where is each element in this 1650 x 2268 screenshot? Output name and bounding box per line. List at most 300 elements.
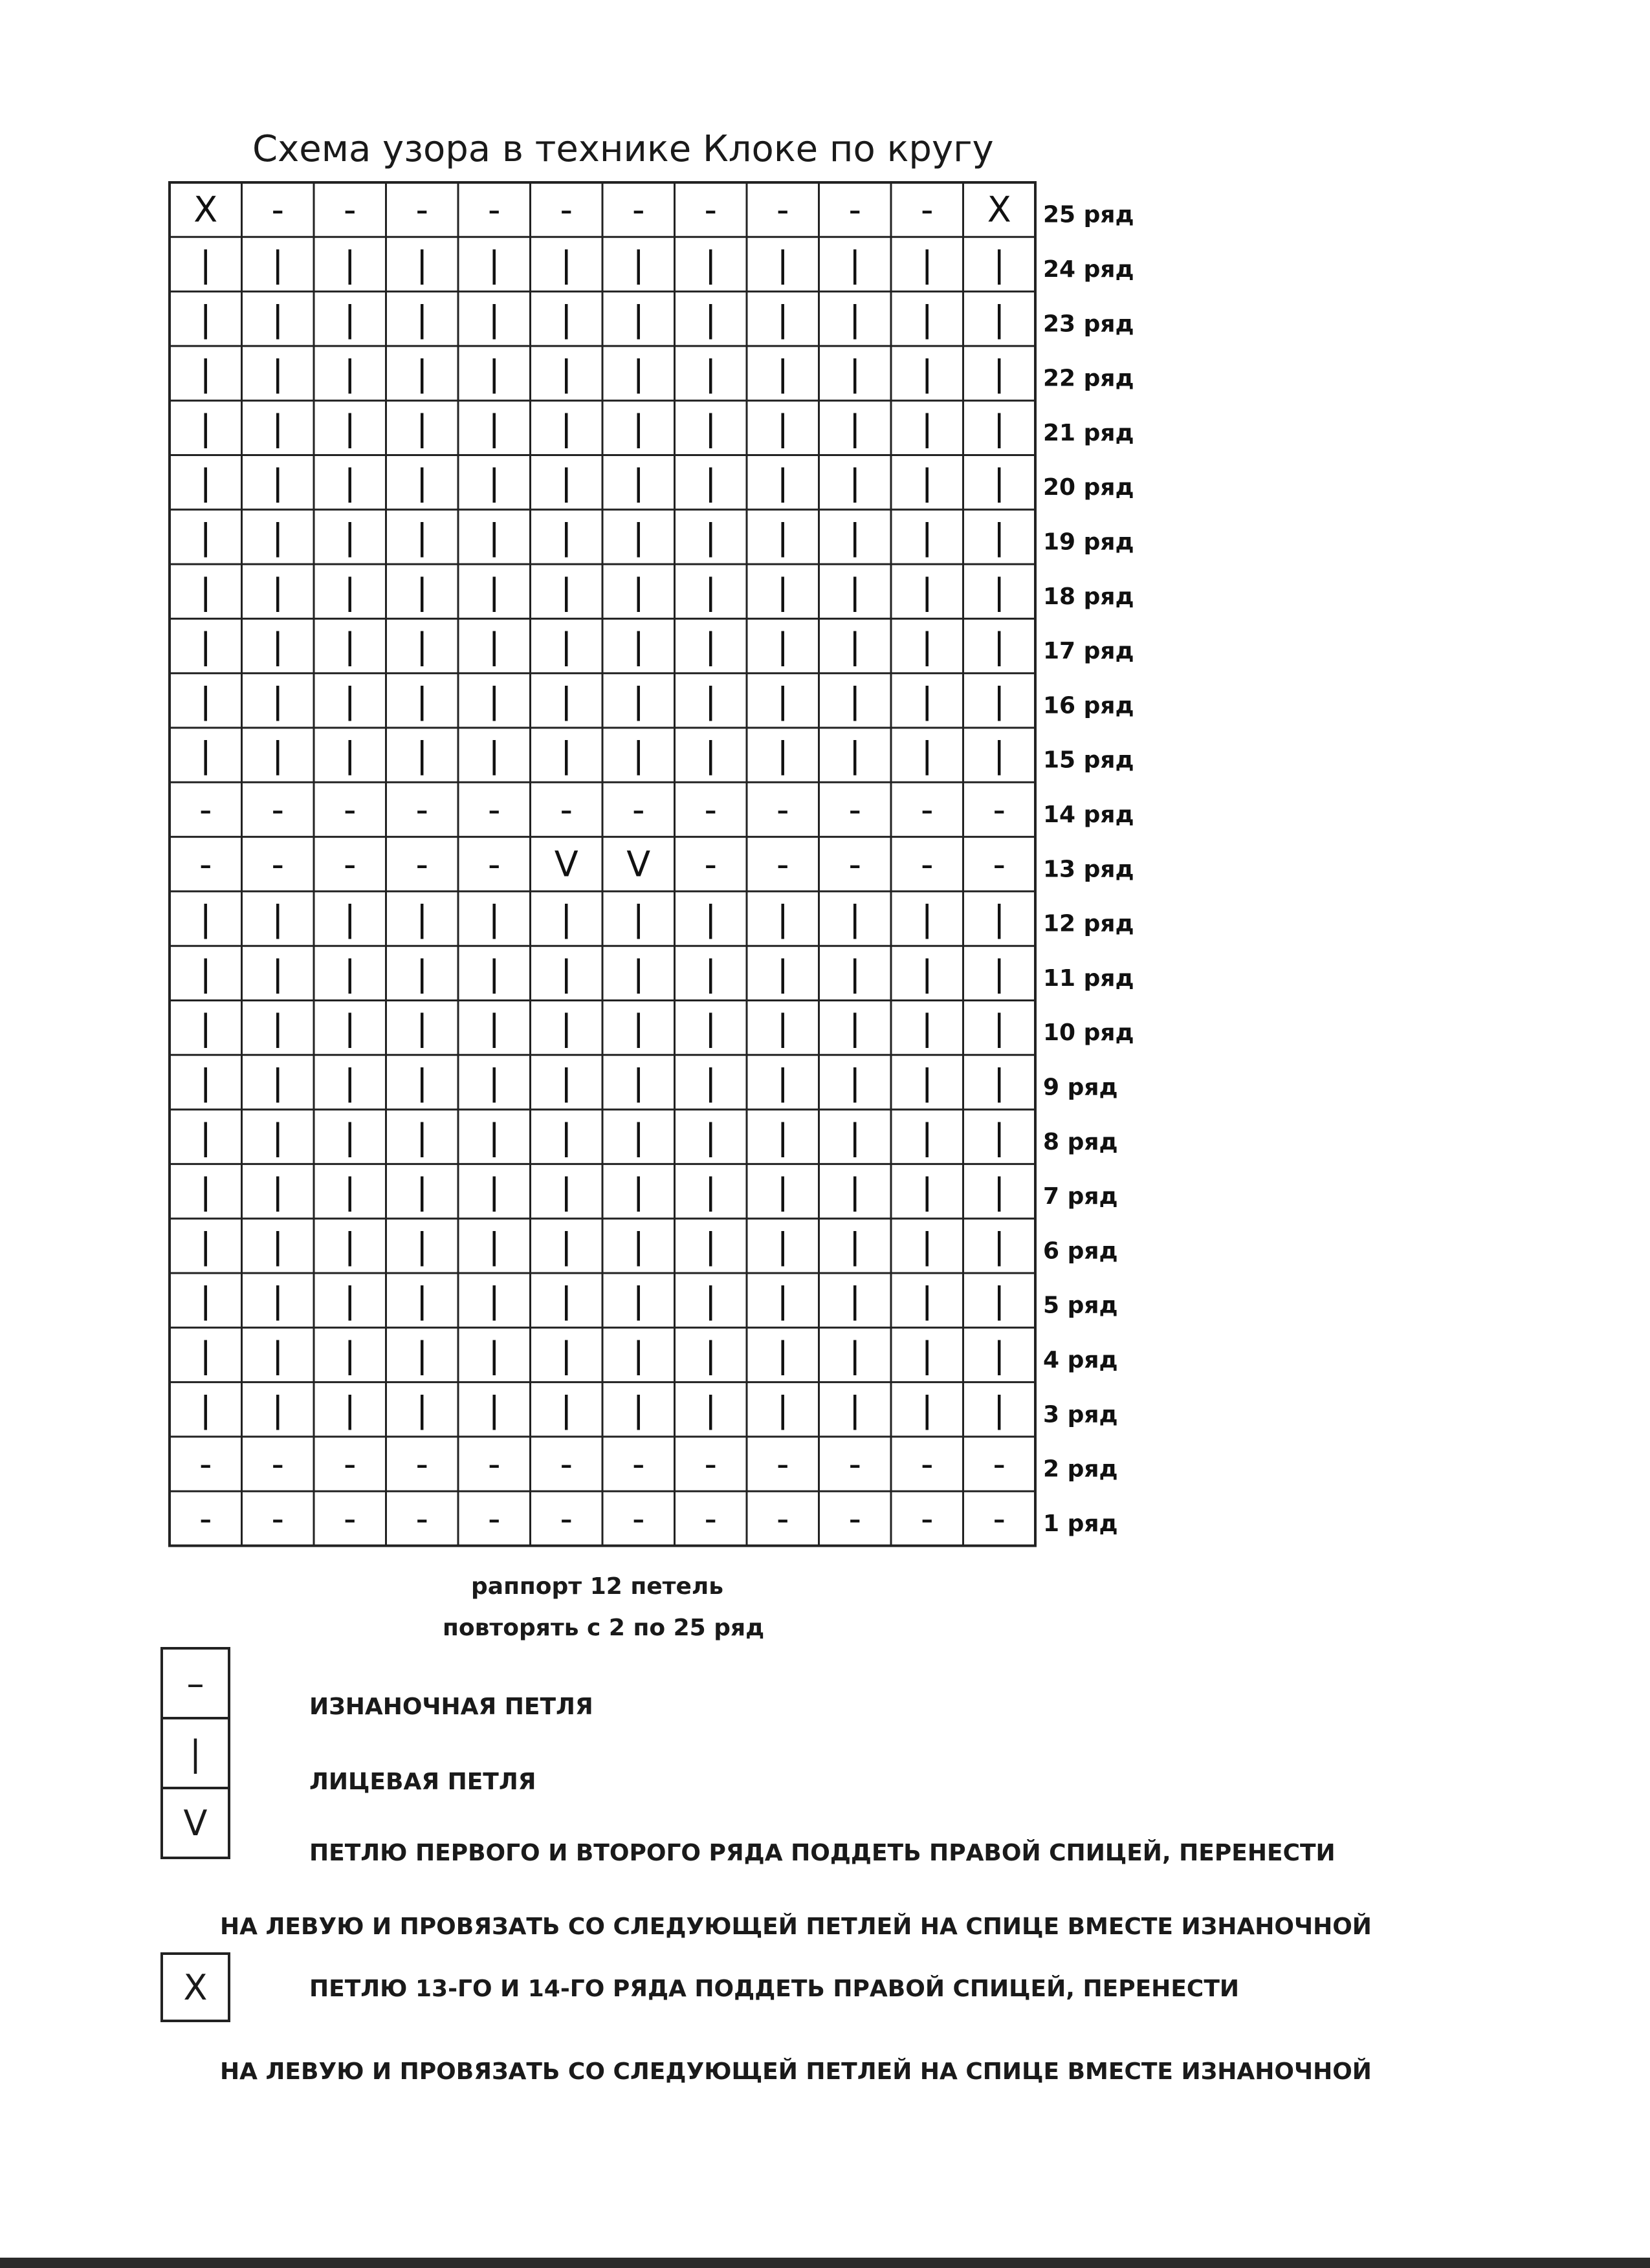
row-label: 14 ряд (1043, 801, 1134, 828)
chart-cell-symbol: | (849, 1007, 861, 1049)
chart-cell-symbol: - (848, 789, 861, 830)
chart-cell-symbol: | (849, 1389, 861, 1430)
chart-cell-symbol: | (416, 516, 428, 558)
chart-cell-symbol: | (993, 680, 1006, 721)
chart-cell-symbol: - (848, 1443, 861, 1485)
chart-cell-symbol: - (776, 1498, 789, 1539)
chart-cell-symbol: | (776, 1062, 789, 1103)
chart-cell-symbol: | (416, 680, 428, 721)
chart-cell-symbol: | (199, 626, 212, 667)
legend-x-text-line1: ПЕТЛЮ 13-ГО И 14-ГО РЯДА ПОДДЕТЬ ПРАВОЙ СПИЦЕЙ, ПЕРЕНЕСТИ (309, 1976, 1240, 2002)
chart-cell-symbol: | (416, 243, 428, 285)
chart-cell-symbol: | (488, 462, 500, 503)
chart-cell-symbol: | (849, 1280, 861, 1321)
chart-cell-symbol: | (705, 898, 717, 939)
chart-cell-symbol: | (705, 407, 717, 448)
chart-cell-symbol: | (560, 1116, 573, 1157)
chart-cell-symbol: | (993, 1389, 1006, 1430)
chart-cell-symbol: | (488, 571, 500, 612)
chart-cell-symbol: | (272, 571, 284, 612)
v-symbol-icon: V (183, 1802, 208, 1844)
chart-cell-symbol: - (488, 844, 501, 885)
legend-v-text-line2: НА ЛЕВУЮ И ПРОВЯЗАТЬ СО СЛЕДУЮЩЕЙ ПЕТЛЕЙ НА СПИЦЕ ВМЕСТЕ ИЗНАНОЧНОЙ (220, 1914, 1372, 1940)
chart-cell-symbol: | (849, 243, 861, 285)
chart-cell-symbol: | (632, 734, 644, 776)
legend-v-text-line1: ПЕТЛЮ ПЕРВОГО И ВТОРОГО РЯДА ПОДДЕТЬ ПРАВОЙ СПИЦЕЙ, ПЕРЕНЕСТИ (309, 1840, 1336, 1866)
chart-cell-symbol: | (272, 407, 284, 448)
chart-cell-symbol: | (560, 1280, 573, 1321)
chart-cell-symbol: | (921, 1171, 933, 1212)
chart-cell-symbol: | (993, 1225, 1006, 1267)
chart-cell-symbol: | (488, 516, 500, 558)
chart-cell-symbol: | (272, 1225, 284, 1267)
chart-cell-symbol: | (993, 1062, 1006, 1103)
chart-cell-symbol: - (199, 844, 212, 885)
row-label: 15 ряд (1043, 747, 1134, 774)
chart-cell-symbol: | (705, 952, 717, 994)
chart-cell-symbol: | (632, 1389, 644, 1430)
chart-cell-symbol: - (921, 1443, 934, 1485)
x-symbol-icon: X (183, 1967, 208, 2008)
row-label: 19 ряд (1043, 529, 1134, 556)
chart-cell-symbol: - (488, 1498, 501, 1539)
row-label: 24 ряд (1043, 256, 1134, 283)
chart-cell-symbol: - (921, 189, 934, 230)
chart-cell-symbol: - (488, 1443, 501, 1485)
chart-cell-symbol: | (921, 626, 933, 667)
chart-cell-symbol: | (344, 571, 356, 612)
chart-cell-symbol: | (416, 1280, 428, 1321)
chart-cell-symbol: | (776, 734, 789, 776)
chart-cell-symbol: - (704, 789, 717, 830)
chart-cell-symbol: | (199, 734, 212, 776)
row-label: 3 ряд (1043, 1401, 1118, 1428)
chart-cell-symbol: | (272, 626, 284, 667)
chart-cell-symbol: | (488, 298, 500, 340)
row-label: 2 ряд (1043, 1456, 1118, 1483)
legend-x-box (160, 1952, 230, 2022)
chart-cell-symbol: | (632, 298, 644, 340)
chart-cell-symbol: | (488, 734, 500, 776)
chart-cell-symbol: | (344, 898, 356, 939)
chart-cell-symbol: | (416, 952, 428, 994)
chart-cell-symbol: - (271, 1498, 284, 1539)
legend-purl-box (160, 1647, 230, 1719)
chart-cell-symbol: | (993, 1007, 1006, 1049)
chart-cell-symbol: - (560, 789, 573, 830)
chart-cell-symbol: | (849, 952, 861, 994)
row-label: 12 ряд (1043, 910, 1134, 937)
chart-cell-symbol: | (776, 407, 789, 448)
chart-cell-symbol: - (993, 1443, 1006, 1485)
chart-cell-symbol: | (199, 407, 212, 448)
chart-cell-symbol: | (993, 407, 1006, 448)
chart-cell-symbol: | (921, 1280, 933, 1321)
chart-cell-symbol: | (488, 1389, 500, 1430)
chart-cell-symbol: | (993, 1116, 1006, 1157)
chart-cell-symbol: - (415, 189, 428, 230)
chart-cell-symbol: | (272, 1280, 284, 1321)
chart-cell-symbol: | (416, 462, 428, 503)
chart-cell-symbol: | (993, 626, 1006, 667)
chart-cell-symbol: | (199, 243, 212, 285)
chart-cell-symbol: | (632, 571, 644, 612)
chart-cell-symbol: | (488, 1280, 500, 1321)
chart-cell-symbol: | (272, 952, 284, 994)
chart-cell-symbol: | (993, 1280, 1006, 1321)
chart-cell-symbol: | (488, 1334, 500, 1375)
chart-cell-symbol: | (272, 734, 284, 776)
chart-cell-symbol: - (632, 789, 645, 830)
chart-cell-symbol: | (849, 571, 861, 612)
chart-cell-symbol: | (344, 1116, 356, 1157)
chart-cell-symbol: | (632, 353, 644, 394)
chart-cell-symbol: | (921, 1062, 933, 1103)
chart-cell-symbol: | (416, 898, 428, 939)
chart-cell-symbol: | (560, 353, 573, 394)
chart-cell-symbol: | (488, 353, 500, 394)
chart-cell-symbol: | (632, 243, 644, 285)
chart-cell-symbol: | (849, 1334, 861, 1375)
chart-cell-symbol: | (560, 1171, 573, 1212)
chart-cell-symbol: - (560, 1498, 573, 1539)
chart-cell-symbol: | (199, 516, 212, 558)
chart-cell-symbol: | (272, 1171, 284, 1212)
chart-cell-symbol: | (560, 571, 573, 612)
chart-cell-symbol: | (705, 516, 717, 558)
row-label: 9 ряд (1043, 1074, 1118, 1101)
chart-cell-symbol: | (272, 516, 284, 558)
chart-cell-symbol: | (560, 1062, 573, 1103)
chart-cell-symbol: | (921, 298, 933, 340)
chart-cell-symbol: | (344, 407, 356, 448)
chart-cell-symbol: | (488, 680, 500, 721)
chart-cell-symbol: | (344, 1389, 356, 1430)
chart-cell-symbol: - (415, 1498, 428, 1539)
chart-cell-symbol: | (560, 734, 573, 776)
chart-cell-symbol: - (488, 189, 501, 230)
chart-cell-symbol: | (488, 243, 500, 285)
chart-cell-symbol: | (993, 952, 1006, 994)
chart-cell-symbol: | (632, 952, 644, 994)
chart-cell-symbol: | (199, 298, 212, 340)
chart-cell-symbol: | (705, 243, 717, 285)
chart-cell-symbol: | (632, 1280, 644, 1321)
chart-cell-symbol: | (921, 1116, 933, 1157)
chart-cell-symbol: - (632, 1443, 645, 1485)
chart-cell-symbol: | (632, 1225, 644, 1267)
chart-cell-symbol: - (199, 789, 212, 830)
chart-cell-symbol: | (849, 1116, 861, 1157)
chart-cell-symbol: - (344, 789, 357, 830)
chart-cell-symbol: | (560, 407, 573, 448)
row-label: 1 ряд (1043, 1510, 1118, 1537)
legend-knit-box (160, 1717, 230, 1789)
chart-cell-symbol: | (199, 1389, 212, 1430)
chart-cell-symbol: - (415, 1443, 428, 1485)
chart-cell-symbol: - (199, 1498, 212, 1539)
legend-purl-text: ИЗНАНОЧНАЯ ПЕТЛЯ (309, 1694, 593, 1720)
chart-cell-symbol: | (849, 680, 861, 721)
chart-cell-symbol: | (849, 1171, 861, 1212)
chart-cell-symbol: | (560, 243, 573, 285)
chart-cell-symbol: | (416, 353, 428, 394)
chart-cell-symbol: | (272, 1334, 284, 1375)
chart-cell-symbol: | (705, 298, 717, 340)
chart-cell-symbol: | (849, 462, 861, 503)
chart-cell-symbol: | (776, 298, 789, 340)
chart-cell-symbol: | (993, 1171, 1006, 1212)
chart-cell-symbol: | (632, 462, 644, 503)
chart-cell-symbol: | (705, 1007, 717, 1049)
row-label: 5 ряд (1043, 1292, 1118, 1319)
chart-cell-symbol: | (705, 571, 717, 612)
chart-cell-symbol: | (632, 1007, 644, 1049)
purl-symbol-icon: – (186, 1663, 204, 1704)
chart-cell-symbol: | (632, 626, 644, 667)
chart-cell-symbol: | (776, 680, 789, 721)
chart-cell-symbol: | (776, 1389, 789, 1430)
chart-cell-symbol: | (849, 298, 861, 340)
chart-cell-symbol: | (199, 1062, 212, 1103)
chart-cell-symbol: | (921, 1225, 933, 1267)
chart-cell-symbol: | (993, 1334, 1006, 1375)
chart-cell-symbol: | (993, 571, 1006, 612)
chart-cell-symbol: - (344, 844, 357, 885)
chart-cell-symbol: - (560, 189, 573, 230)
chart-cell-symbol: | (344, 1007, 356, 1049)
chart-cell-symbol: | (560, 1334, 573, 1375)
chart-cell-symbol: | (632, 407, 644, 448)
chart-cell-symbol: | (272, 1116, 284, 1157)
chart-cell-symbol: - (921, 1498, 934, 1539)
chart-cell-symbol: - (415, 789, 428, 830)
chart-cell-symbol: | (776, 1116, 789, 1157)
chart-cell-symbol: - (632, 189, 645, 230)
row-label: 18 ряд (1043, 583, 1134, 610)
chart-cell-symbol: | (993, 298, 1006, 340)
row-label: 17 ряд (1043, 638, 1134, 665)
chart-cell-symbol: | (632, 1334, 644, 1375)
chart-cell-symbol: - (560, 1443, 573, 1485)
chart-cell-symbol: | (776, 462, 789, 503)
chart-cell-symbol: | (199, 1225, 212, 1267)
chart-cell-symbol: | (705, 1280, 717, 1321)
chart-title: Схема узора в технике Клоке по кругу (252, 128, 994, 170)
chart-cell-symbol: | (560, 1389, 573, 1430)
chart-cell-symbol: | (632, 898, 644, 939)
chart-cell-symbol: - (776, 789, 789, 830)
chart-cell-symbol: | (776, 1334, 789, 1375)
row-label: 6 ряд (1043, 1238, 1118, 1265)
chart-cell-symbol: | (632, 1116, 644, 1157)
chart-cell-symbol: | (993, 898, 1006, 939)
chart-cell-symbol: - (344, 1443, 357, 1485)
chart-cell-symbol: - (704, 1498, 717, 1539)
chart-cell-symbol: | (849, 898, 861, 939)
chart-cell-symbol: | (776, 243, 789, 285)
chart-cell-symbol: | (416, 626, 428, 667)
chart-cell-symbol: - (344, 1498, 357, 1539)
chart-cell-symbol: - (344, 189, 357, 230)
chart-cell-symbol: | (272, 243, 284, 285)
chart-cell-symbol: | (921, 516, 933, 558)
chart-cell-symbol: | (849, 353, 861, 394)
chart-cell-symbol: | (776, 1007, 789, 1049)
chart-cell-symbol: | (199, 353, 212, 394)
chart-cell-symbol: | (488, 1225, 500, 1267)
chart-cell-symbol: - (848, 844, 861, 885)
knit-symbol-icon: | (189, 1732, 202, 1774)
chart-cell-symbol: | (705, 1389, 717, 1430)
chart-cell-symbol: | (560, 1225, 573, 1267)
chart-cell-symbol: - (776, 844, 789, 885)
chart-cell-symbol: - (271, 1443, 284, 1485)
chart-cell-symbol: | (488, 1116, 500, 1157)
chart-cell-symbol: | (921, 1334, 933, 1375)
chart-cell-symbol: | (921, 898, 933, 939)
chart-cell-symbol: | (416, 1389, 428, 1430)
chart-cell-symbol: | (488, 626, 500, 667)
chart-cell-symbol: | (560, 898, 573, 939)
row-label: 11 ряд (1043, 965, 1134, 992)
chart-cell-symbol: | (416, 1007, 428, 1049)
chart-cell-symbol: | (705, 1171, 717, 1212)
chart-cell-symbol: | (921, 952, 933, 994)
chart-cell-symbol: | (416, 1225, 428, 1267)
chart-cell-symbol: X (987, 189, 1011, 230)
chart-cell-symbol: | (921, 680, 933, 721)
chart-cell-symbol: | (272, 1389, 284, 1430)
chart-cell-symbol: | (921, 571, 933, 612)
chart-cell-symbol: | (488, 952, 500, 994)
chart-cell-symbol: | (416, 1171, 428, 1212)
chart-cell-symbol: | (199, 1116, 212, 1157)
chart-cell-symbol: | (272, 1062, 284, 1103)
chart-cell-symbol: | (776, 952, 789, 994)
chart-cell-symbol: - (704, 1443, 717, 1485)
chart-cell-symbol: - (415, 844, 428, 885)
chart-cell-symbol: - (993, 1498, 1006, 1539)
chart-cell-symbol: - (632, 1498, 645, 1539)
chart-cell-symbol: - (704, 844, 717, 885)
chart-cell-symbol: | (416, 734, 428, 776)
chart-cell-symbol: - (271, 189, 284, 230)
chart-cell-symbol: - (848, 1498, 861, 1539)
chart-cell-symbol: | (921, 1389, 933, 1430)
chart-cell-symbol: X (193, 189, 218, 230)
row-label: 4 ряд (1043, 1346, 1118, 1373)
chart-cell-symbol: | (993, 353, 1006, 394)
row-label: 20 ряд (1043, 474, 1134, 501)
chart-cell-symbol: | (488, 1171, 500, 1212)
chart-cell-symbol: | (560, 516, 573, 558)
chart-cell-symbol: - (776, 1443, 789, 1485)
chart-cell-symbol: | (199, 898, 212, 939)
chart-cell-symbol: | (921, 462, 933, 503)
chart-cell-symbol: | (344, 298, 356, 340)
chart-cell-symbol: | (776, 1225, 789, 1267)
chart-cell-symbol: | (705, 680, 717, 721)
chart-cell-symbol: | (849, 734, 861, 776)
chart-cell-symbol: | (560, 462, 573, 503)
chart-cell-symbol: | (199, 952, 212, 994)
chart-cell-symbol: | (560, 1007, 573, 1049)
chart-cell-symbol: | (416, 1062, 428, 1103)
row-label: 8 ряд (1043, 1128, 1118, 1155)
chart-cell-symbol: | (344, 734, 356, 776)
legend-v-box (160, 1787, 230, 1859)
chart-cell-symbol: | (849, 1062, 861, 1103)
chart-cell-symbol: | (921, 1007, 933, 1049)
chart-cell-symbol: | (344, 1280, 356, 1321)
chart-cell-symbol: | (921, 243, 933, 285)
chart-cell-symbol: - (488, 789, 501, 830)
chart-cell-symbol: - (993, 844, 1006, 885)
chart-cell-symbol: - (921, 789, 934, 830)
row-label: 25 ряд (1043, 201, 1134, 228)
chart-cell-symbol: - (993, 789, 1006, 830)
row-label: 16 ряд (1043, 692, 1134, 719)
chart-cell-symbol: | (849, 516, 861, 558)
chart-cell-symbol: | (705, 626, 717, 667)
chart-cell-symbol: | (272, 1007, 284, 1049)
row-label: 13 ряд (1043, 856, 1134, 883)
chart-cell-symbol: - (776, 189, 789, 230)
chart-cell-symbol: | (632, 1171, 644, 1212)
chart-cell-symbol: | (344, 462, 356, 503)
chart-cell-symbol: | (199, 1334, 212, 1375)
chart-cell-symbol: | (344, 680, 356, 721)
chart-cell-symbol: | (776, 1280, 789, 1321)
chart-cell-symbol: | (849, 1225, 861, 1267)
rapport-note: раппорт 12 петель (471, 1573, 724, 1600)
chart-cell-symbol: | (921, 353, 933, 394)
chart-cell-symbol: - (199, 1443, 212, 1485)
scan-edge-bar (0, 2258, 1650, 2268)
chart-cell-symbol: | (993, 516, 1006, 558)
legend-x-text-line2: НА ЛЕВУЮ И ПРОВЯЗАТЬ СО СЛЕДУЮЩЕЙ ПЕТЛЕЙ НА СПИЦЕ ВМЕСТЕ ИЗНАНОЧНОЙ (220, 2058, 1372, 2085)
chart-cell-symbol: | (632, 1062, 644, 1103)
chart-cell-symbol: | (705, 734, 717, 776)
chart-cell-symbol: | (344, 1062, 356, 1103)
chart-cell-symbol: | (344, 952, 356, 994)
chart-cell-symbol: | (344, 353, 356, 394)
chart-cell-symbol: | (776, 353, 789, 394)
row-label: 7 ряд (1043, 1183, 1118, 1210)
chart-cell-symbol: | (705, 1116, 717, 1157)
chart-cell-symbol: | (416, 298, 428, 340)
chart-cell-symbol: | (921, 407, 933, 448)
chart-cell-symbol: | (560, 626, 573, 667)
chart-cell-symbol: | (272, 680, 284, 721)
chart-cell-symbol: | (199, 1007, 212, 1049)
chart-cell-symbol: | (344, 243, 356, 285)
chart-cell-symbol: | (776, 626, 789, 667)
chart-cell-symbol: | (560, 680, 573, 721)
chart-cell-symbol: V (554, 844, 578, 885)
chart-cell-symbol: | (776, 1171, 789, 1212)
chart-cell-symbol: | (705, 1062, 717, 1103)
chart-cell-symbol: | (560, 952, 573, 994)
chart-cell-symbol: | (776, 898, 789, 939)
chart-cell-symbol: - (921, 844, 934, 885)
chart-cell-symbol: | (344, 516, 356, 558)
chart-cell-symbol: | (705, 1225, 717, 1267)
chart-cell-symbol: | (993, 462, 1006, 503)
chart-cell-symbol: | (272, 298, 284, 340)
row-label: 22 ряд (1043, 365, 1134, 392)
